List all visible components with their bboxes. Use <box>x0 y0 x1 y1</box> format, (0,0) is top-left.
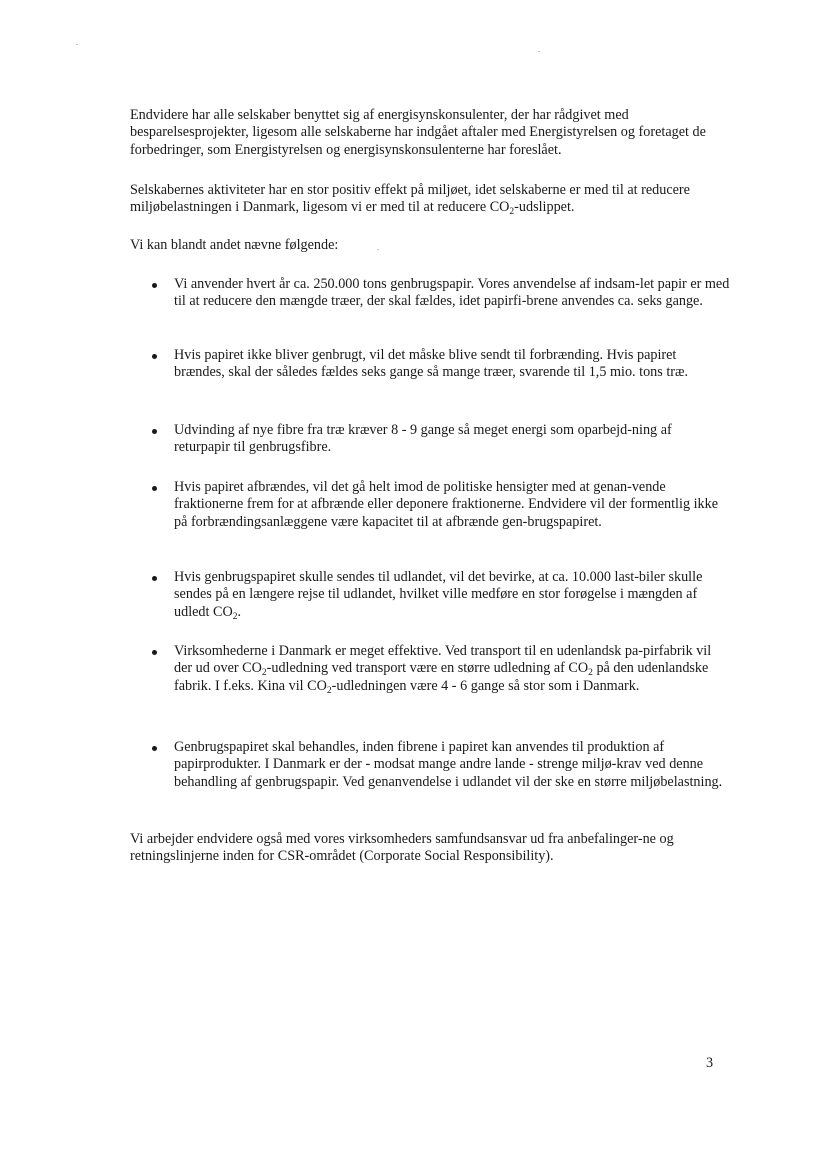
subscript: 2 <box>509 207 515 218</box>
text-segment: . <box>237 603 242 620</box>
bullet-item-recycled-paper <box>130 276 730 311</box>
bullet-text <box>174 569 702 620</box>
bullet-dot-icon <box>152 429 157 434</box>
scan-speck <box>538 51 540 52</box>
text-segment: -udslippet. <box>514 199 575 216</box>
scan-speck <box>377 249 379 250</box>
bullet-dot-icon <box>152 486 157 491</box>
bullet-dot-icon <box>152 746 157 751</box>
subscript: 2 <box>261 668 267 679</box>
paragraph-energy-consultants: Endvidere har alle selskaber benyttet sig af energisynskonsulenter, der har rådgivet med besparelsesprojekter, ligesom alle selskaberne har indgået aftaler med Energistyrelsen og foretaget de forbedringer, som Energistyrelsen og energisynskonsulenterne har foreslået. <box>130 107 706 158</box>
bullet-item-incineration <box>130 347 730 382</box>
text-segment: Selskabernes aktiviteter har en stor positiv effekt på miljøet, idet selskaberne er med til at reducere miljøbelastningen i Danmark, ligesom vi er med til at reducere CO <box>130 182 690 216</box>
paragraph-environmental-effect <box>130 182 730 217</box>
text-segment: Virksomhederne i Danmark er meget effektive. Ved transport til en udenlandsk pa-pirfabrik vil der ud over CO <box>174 643 712 677</box>
bullet-dot-icon <box>152 283 157 288</box>
bullet-dot-icon <box>152 576 157 581</box>
bullet-text: Vi anvender hvert år ca. 250.000 tons genbrugspapir. Vores anvendelse af indsam-let papir er med til at reducere den mængde træer, der skal fældes, idet papirfi-brene anvendes ca. seks gange. <box>174 276 730 310</box>
bullet-item-political-intent <box>130 479 730 531</box>
text-segment: Hvis genbrugspapiret skulle sendes til udlandet, vil det bevirke, at ca. 10.000 last-biler skulle sendes på en længere rejse til udlandet, hvilket ville medføre en stor forøgelse i mængden af udledt CO <box>174 569 703 620</box>
bullet-item-treatment <box>130 739 730 791</box>
bullet-item-danish-efficiency <box>130 643 730 695</box>
bullet-text: Genbrugspapiret skal behandles, inden fibrene i papiret kan anvendes til produktion af papirprodukter. I Danmark er der - modsat mange andre lande - strenge miljø-krav ved denne behandling af genbrugspapir. Ved genanvendelse i udlandet vil der ske en større miljøbelastning. <box>174 739 723 790</box>
bullet-dot-icon <box>152 650 157 655</box>
scan-speck <box>76 44 78 45</box>
text-segment: -udledning ved transport være en større udledning af CO <box>266 660 589 677</box>
page-number: 3 <box>706 1055 714 1071</box>
bullet-dot-icon <box>152 354 157 359</box>
text-segment: på den udenlandske fabrik. I f.eks. Kina vil CO <box>174 660 709 694</box>
bullet-text <box>174 643 711 694</box>
paragraph-csr: Vi arbejder endvidere også med vores virksomheders samfundsansvar ud fra anbefalinger-ne og retningslinjerne inden for CSR-området (Corporate Social Responsibility). <box>130 831 674 865</box>
subscript: 2 <box>326 685 332 696</box>
paragraph-intro-list: Vi kan blandt andet nævne følgende: <box>130 237 339 253</box>
bullet-text: Hvis papiret afbrændes, vil det gå helt imod de politiske hensigter med at genan-vende fraktionerne frem for at afbrænde eller deponere fraktionerne. Endvidere vil der formentlig ikke på forbrændingsanlæggene være kapacitet til at afbrænde gen-brugspapiret. <box>174 479 719 530</box>
text-segment: -udledningen være 4 - 6 gange så stor som i Danmark. <box>331 677 640 694</box>
bullet-item-trucks-abroad <box>130 569 730 621</box>
subscript: 2 <box>232 611 238 622</box>
bullet-text: Udvinding af nye fibre fra træ kræver 8 - 9 gange så meget energi som oparbejd-ning af returpapir til genbrugsfibre. <box>174 422 672 456</box>
subscript: 2 <box>588 668 593 679</box>
bullet-text: Hvis papiret ikke bliver genbrugt, vil det måske blive sendt til forbrænding. Hvis papiret brændes, skal der således fældes seks gange så mange træer, svarende til 1,5 mio. tons træ. <box>174 347 689 381</box>
bullet-item-fibre-energy <box>130 422 730 457</box>
